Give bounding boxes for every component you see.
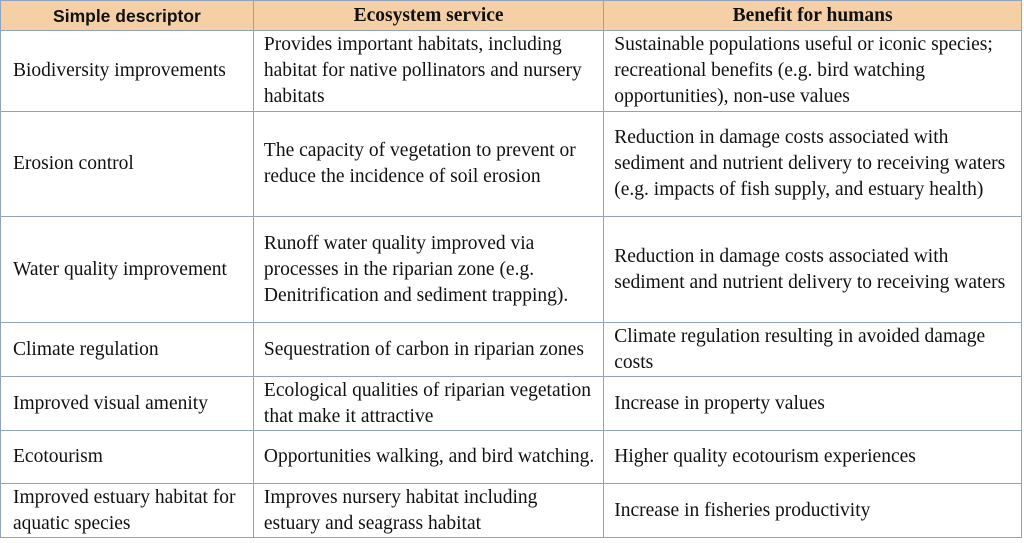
table-row: [1, 31, 1022, 112]
service-cell: Ecological qualities of riparian vegetation that make it attractive: [253, 377, 603, 431]
benefit-cell: Reduction in damage costs associated with sediment and nutrient delivery to receiving waters: [604, 217, 1022, 323]
service-cell: The capacity of vegetation to prevent or reduce the incidence of soil erosion: [253, 112, 603, 217]
header-ecosystem-service: Ecosystem service: [253, 1, 603, 31]
table-row: [1, 323, 1022, 377]
service-cell: Runoff water quality improved via processes in the riparian zone (e.g. Denitrification and sediment trapping).: [253, 217, 603, 323]
descriptor-cell: Climate regulation: [1, 323, 254, 377]
descriptor-cell: Improved visual amenity: [1, 377, 254, 431]
table-row: [1, 431, 1022, 484]
benefit-cell: Increase in property values: [604, 377, 1022, 431]
benefit-cell: Higher quality ecotourism experiences: [604, 431, 1022, 484]
table-row: [1, 112, 1022, 217]
descriptor-cell: Water quality improvement: [1, 217, 254, 323]
descriptor-cell: Erosion control: [1, 112, 254, 217]
header-benefit-for-humans: Benefit for humans: [604, 1, 1022, 31]
service-cell: Sequestration of carbon in riparian zones: [253, 323, 603, 377]
header-simple-descriptor: Simple descriptor: [1, 1, 254, 31]
table-row: [1, 377, 1022, 431]
table-row: [1, 484, 1022, 538]
benefit-cell: Sustainable populations useful or iconic species; recreational benefits (e.g. bird watching opportunities), non-use values: [604, 31, 1022, 112]
descriptor-cell: Improved estuary habitat for aquatic species: [1, 484, 254, 538]
descriptor-cell: Ecotourism: [1, 431, 254, 484]
benefit-cell: Climate regulation resulting in avoided damage costs: [604, 323, 1022, 377]
descriptor-cell: Biodiversity improvements: [1, 31, 254, 112]
benefit-cell: Reduction in damage costs associated with sediment and nutrient delivery to receiving waters (e.g. impacts of fish supply, and estuary health): [604, 112, 1022, 217]
benefit-cell: Increase in fisheries productivity: [604, 484, 1022, 538]
service-cell: Opportunities walking, and bird watching.: [253, 431, 603, 484]
service-cell: Provides important habitats, including habitat for native pollinators and nursery habitats: [253, 31, 603, 112]
table-row: [1, 217, 1022, 323]
service-cell: Improves nursery habitat including estuary and seagrass habitat: [253, 484, 603, 538]
header-row: [1, 1, 1022, 31]
